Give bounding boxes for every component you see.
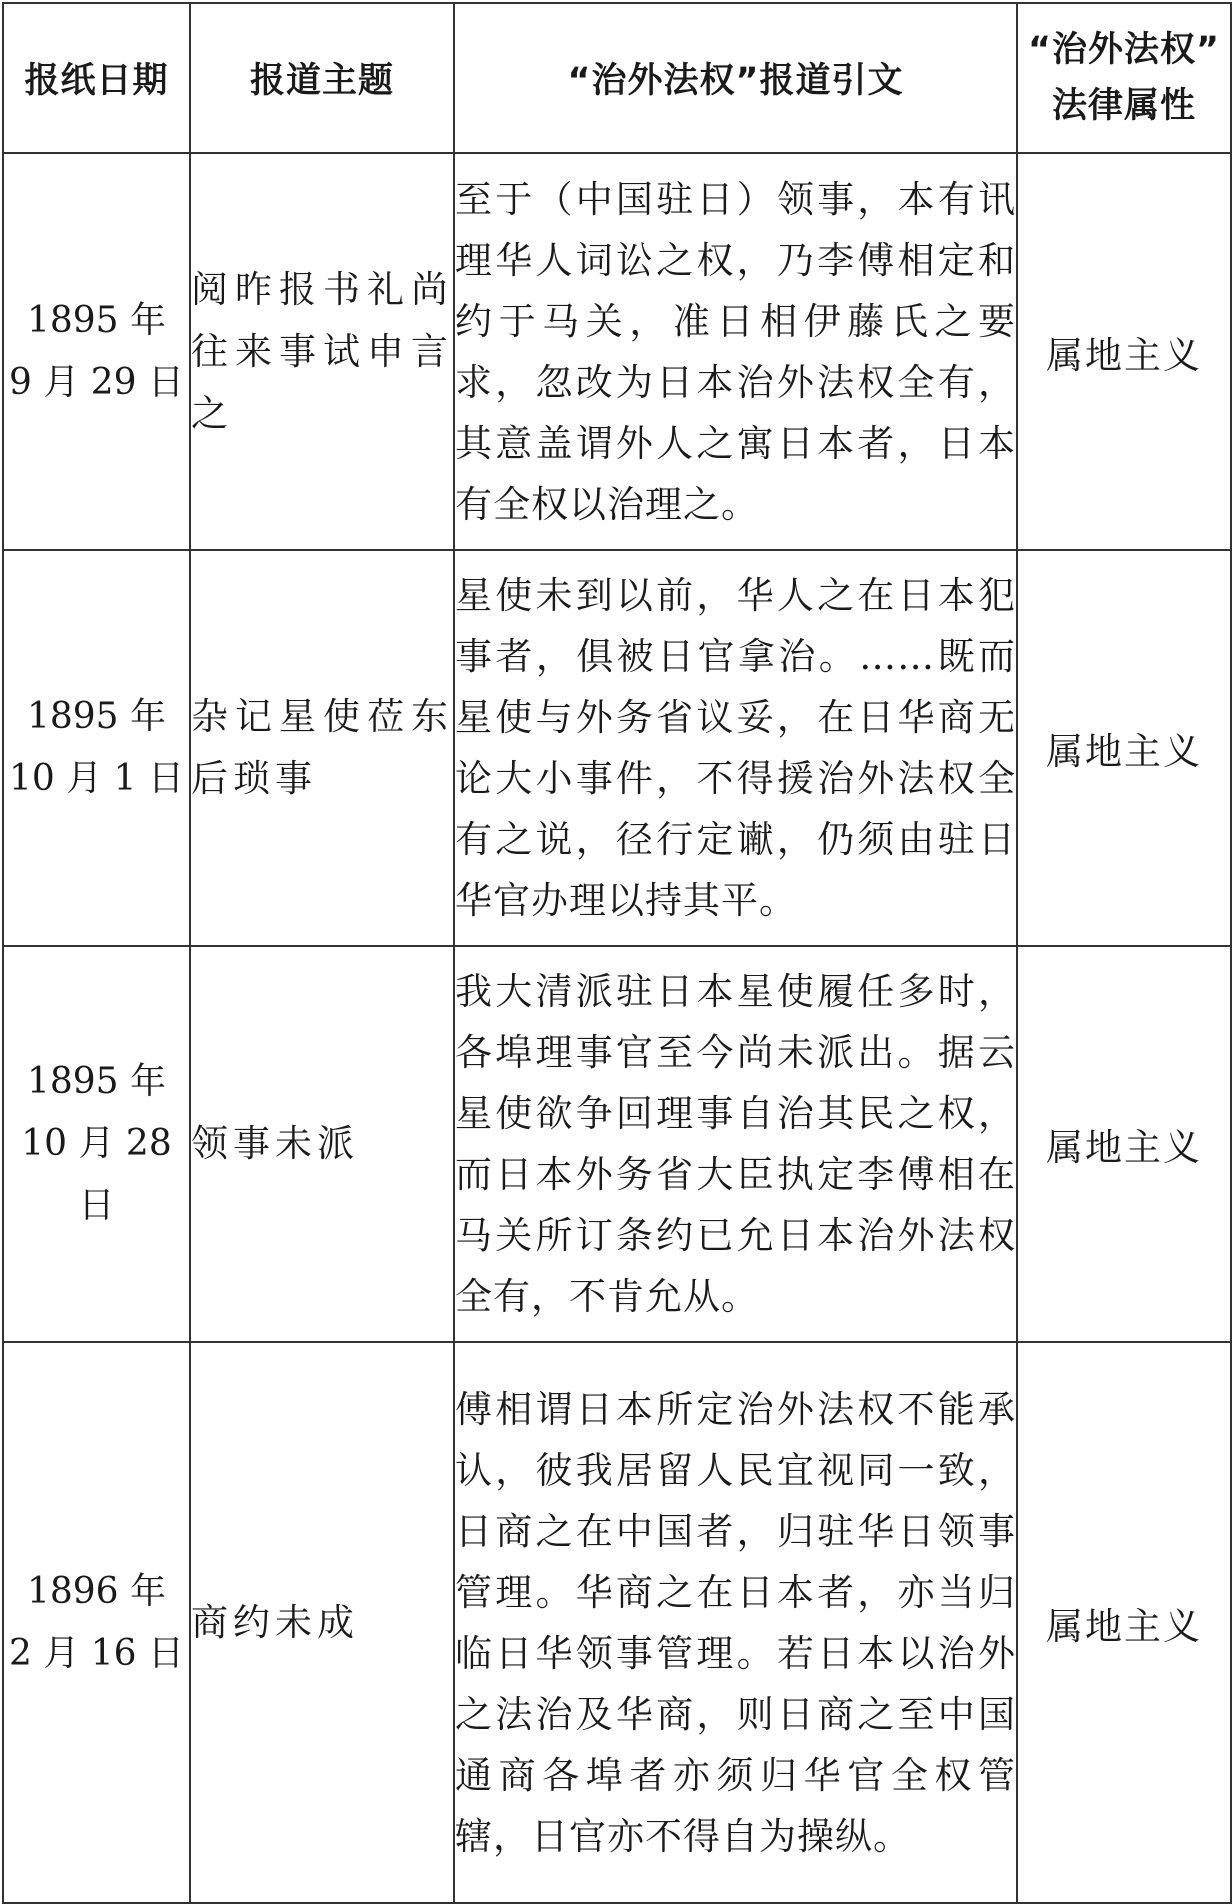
date-year: 1896 年 — [26, 1570, 167, 1612]
date-month-day: 2 月 16 日 — [8, 1632, 185, 1674]
date-year: 1895 年 — [26, 1061, 167, 1102]
date-month-day: 9 月 29 日 — [8, 361, 185, 403]
date-month-day: 10 月 28 日 — [21, 1123, 172, 1226]
date-year: 1895 年 — [26, 299, 167, 341]
header-row — [3, 3, 1231, 153]
topic-cell: 阅昨报书礼尚往来事试申言之 — [190, 153, 454, 550]
header-legal-attribute-line1: “治外法权” — [1027, 30, 1220, 70]
header-legal-attribute — [1017, 3, 1231, 153]
topic-cell: 领事未派 — [190, 946, 454, 1342]
date-cell — [3, 550, 190, 946]
legal-attribute-cell: 属地主义 — [1017, 153, 1231, 550]
header-topic: 报道主题 — [190, 3, 454, 153]
legal-attribute-cell: 属地主义 — [1017, 1342, 1231, 1903]
quote-cell: 傅相谓日本所定治外法权不能承认，彼我居留人民宜视同一致，日商之在中国者，归驻华日领事管理。华商之在日本者，亦当归临日华领事管理。若日本以治外之法治及华商，则日商之至中国通商各埠者亦须归华官全权管辖，日官亦不得自为操纵。 — [454, 1342, 1017, 1903]
date-month-day: 10 月 1 日 — [8, 758, 185, 799]
date-cell — [3, 946, 190, 1342]
date-year: 1895 年 — [26, 696, 167, 737]
table-row — [3, 946, 1231, 1342]
quote-cell: 至于（中国驻日）领事，本有讯理华人词讼之权，乃李傅相定和约于马关，准日相伊藤氏之要求，忽改为日本治外法权全有，其意盖谓外人之寓日本者，日本有全权以治理之。 — [454, 153, 1017, 550]
table-row — [3, 153, 1231, 550]
date-cell — [3, 153, 190, 550]
extraterritoriality-report-table — [2, 2, 1232, 1904]
quote-cell: 我大清派驻日本星使履任多时，各埠理事官至今尚未派出。据云星使欲争回理事自治其民之权，而日本外务省大臣执定李傅相在马关所订条约已允日本治外法权全有，不肯允从。 — [454, 946, 1017, 1342]
table-row — [3, 550, 1231, 946]
table-row — [3, 1342, 1231, 1903]
legal-attribute-cell: 属地主义 — [1017, 946, 1231, 1342]
header-quote: “治外法权”报道引文 — [454, 3, 1017, 153]
date-cell — [3, 1342, 190, 1903]
quote-cell: 星使未到以前，华人之在日本犯事者，俱被日官拿治。……既而星使与外务省议妥，在日华商无论大小事件，不得援治外法权全有之说，径行定谳，仍须由驻日华官办理以持其平。 — [454, 550, 1017, 946]
header-legal-attribute-line2: 法律属性 — [1051, 86, 1196, 126]
header-date: 报纸日期 — [3, 3, 190, 153]
topic-cell: 商约未成 — [190, 1342, 454, 1903]
topic-cell: 杂记星使莅东后琐事 — [190, 550, 454, 946]
legal-attribute-cell: 属地主义 — [1017, 550, 1231, 946]
